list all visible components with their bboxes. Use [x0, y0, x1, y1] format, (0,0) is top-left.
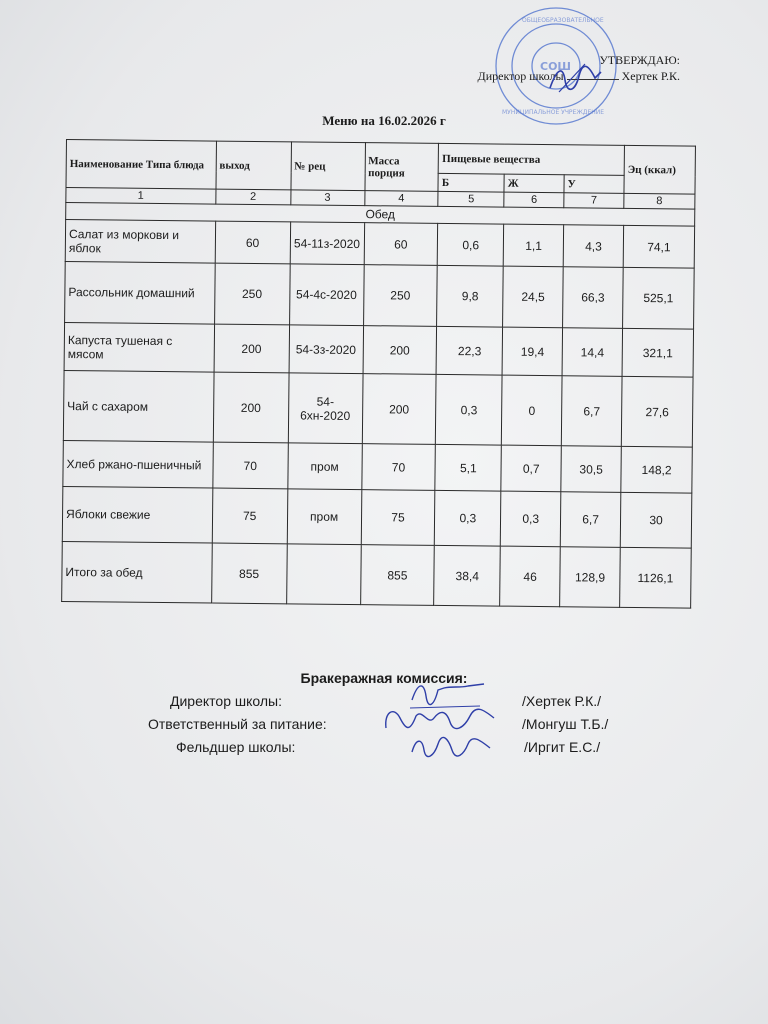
menu-table [61, 139, 696, 609]
dish-recipe: 54-4с-2020 [289, 264, 364, 326]
total-recipe [286, 544, 361, 605]
dish-energy: 148,2 [621, 446, 692, 493]
col-number: 5 [438, 191, 504, 207]
col-number: 2 [216, 189, 291, 205]
col-header-b: Б [438, 173, 504, 192]
member-name: /Хертек Р.К./ [522, 693, 602, 709]
total-label: Итого за обед [62, 541, 212, 603]
dish-protein: 0,6 [438, 223, 504, 266]
dish-output: 200 [213, 372, 289, 443]
dish-name: Рассольник домашний [65, 261, 215, 324]
dish-output: 70 [213, 442, 288, 489]
table-row [63, 440, 692, 493]
dish-recipe: пром [287, 443, 361, 490]
svg-text:ОБЩЕОБРАЗОВАТЕЛЬНОЕ: ОБЩЕОБРАЗОВАТЕЛЬНОЕ [522, 17, 604, 24]
dish-mass: 60 [364, 223, 438, 266]
table-row [64, 322, 693, 377]
dish-protein: 5,1 [435, 444, 501, 491]
dish-mass: 75 [361, 490, 435, 546]
header-row [66, 140, 695, 177]
dish-energy: 30 [620, 492, 692, 548]
section-title: Обед [66, 203, 695, 227]
col-header-nutrients: Пищевые вещества [439, 143, 625, 175]
director-signature-approval [545, 58, 605, 98]
dish-carbs: 4,3 [563, 225, 623, 268]
dish-fat: 0 [502, 375, 563, 446]
col-header-output: выход [216, 141, 291, 190]
col-number: 3 [290, 190, 364, 206]
dish-mass: 70 [361, 444, 435, 491]
svg-text:СОШ: СОШ [540, 60, 572, 73]
dish-mass: 250 [363, 265, 438, 327]
total-protein: 38,4 [434, 545, 500, 606]
approval-title: УТВЕРЖДАЮ: [599, 53, 680, 67]
dish-energy: 321,1 [622, 328, 693, 377]
total-row [62, 541, 692, 608]
dish-fat: 0,7 [501, 445, 561, 492]
table-row [65, 220, 694, 269]
dish-output: 200 [214, 324, 289, 373]
food-responsible-signature [380, 702, 500, 736]
total-fat: 46 [500, 546, 561, 607]
dish-output: 75 [212, 488, 287, 544]
dish-recipe: 54-3з-2020 [289, 325, 363, 374]
medic-signature [408, 732, 494, 760]
dish-mass: 200 [363, 326, 437, 375]
commission-title: Бракеражная комиссия: [300, 670, 468, 686]
col-header-mass: Масса порция [364, 143, 438, 192]
menu-title: Меню на 16.02.2026 г [322, 113, 446, 128]
approval-position: Директор школы [477, 69, 564, 83]
dish-energy: 74,1 [623, 225, 694, 268]
dish-recipe: 54-11з-2020 [290, 222, 364, 265]
table-row [62, 486, 692, 548]
dish-output: 60 [215, 221, 290, 264]
col-number: 8 [624, 193, 695, 209]
dish-carbs: 14,4 [562, 328, 622, 377]
col-header-zh: Ж [504, 174, 564, 193]
dish-fat: 24,5 [503, 266, 564, 328]
total-output: 855 [211, 543, 286, 604]
col-header-name: Наименование Типа блюда [66, 140, 216, 190]
dish-protein: 22,3 [436, 326, 502, 375]
dish-protein: 0,3 [435, 490, 501, 546]
col-header-u: У [564, 175, 624, 194]
member-name: /Монгуш Т.Б./ [522, 716, 609, 732]
approval-name: Хертек Р.К. [621, 69, 680, 83]
dish-recipe: пром [287, 489, 361, 545]
svg-text:МУНИЦИПАЛЬНОЕ УЧРЕЖДЕНИЕ: МУНИЦИПАЛЬНОЕ УЧРЕЖДЕНИЕ [502, 109, 605, 116]
total-mass: 855 [360, 545, 434, 606]
member-name: /Иргит Е.С./ [524, 739, 601, 755]
dish-output: 250 [214, 263, 289, 325]
member-role: Ответственный за питание: [148, 716, 327, 732]
col-number: 6 [504, 192, 564, 208]
dish-carbs: 6,7 [560, 492, 620, 548]
total-energy: 1126,1 [620, 547, 692, 608]
dish-mass: 200 [362, 374, 437, 445]
dish-name: Яблоки свежие [62, 486, 212, 543]
dish-fat: 0,3 [501, 491, 561, 547]
dish-name: Хлеб ржано-пшеничный [63, 440, 213, 488]
col-number: 1 [66, 188, 216, 205]
dish-name: Чай с сахаром [63, 370, 213, 442]
col-header-recipe: № рец [291, 142, 365, 191]
col-number: 7 [564, 193, 624, 209]
table-row [63, 370, 693, 447]
col-number: 4 [364, 191, 438, 207]
member-role: Фельдшер школы: [176, 739, 296, 755]
table-row [65, 261, 695, 329]
dish-carbs: 6,7 [561, 376, 622, 447]
dish-recipe: 54-6хн-2020 [288, 373, 363, 444]
dish-protein: 9,8 [437, 265, 503, 327]
member-role: Директор школы: [170, 693, 282, 709]
total-carbs: 128,9 [560, 547, 621, 608]
dish-carbs: 30,5 [561, 446, 621, 493]
dish-name: Капуста тушеная с мясом [64, 322, 214, 372]
dish-carbs: 66,3 [563, 267, 624, 329]
dish-fat: 19,4 [502, 327, 562, 376]
dish-energy: 27,6 [621, 376, 693, 447]
dish-energy: 525,1 [623, 267, 695, 329]
col-header-energy: Эц (ккал) [624, 145, 695, 194]
dish-fat: 1,1 [503, 224, 563, 267]
dish-name: Салат из моркови и яблок [65, 220, 215, 264]
dish-protein: 0,3 [436, 374, 503, 445]
